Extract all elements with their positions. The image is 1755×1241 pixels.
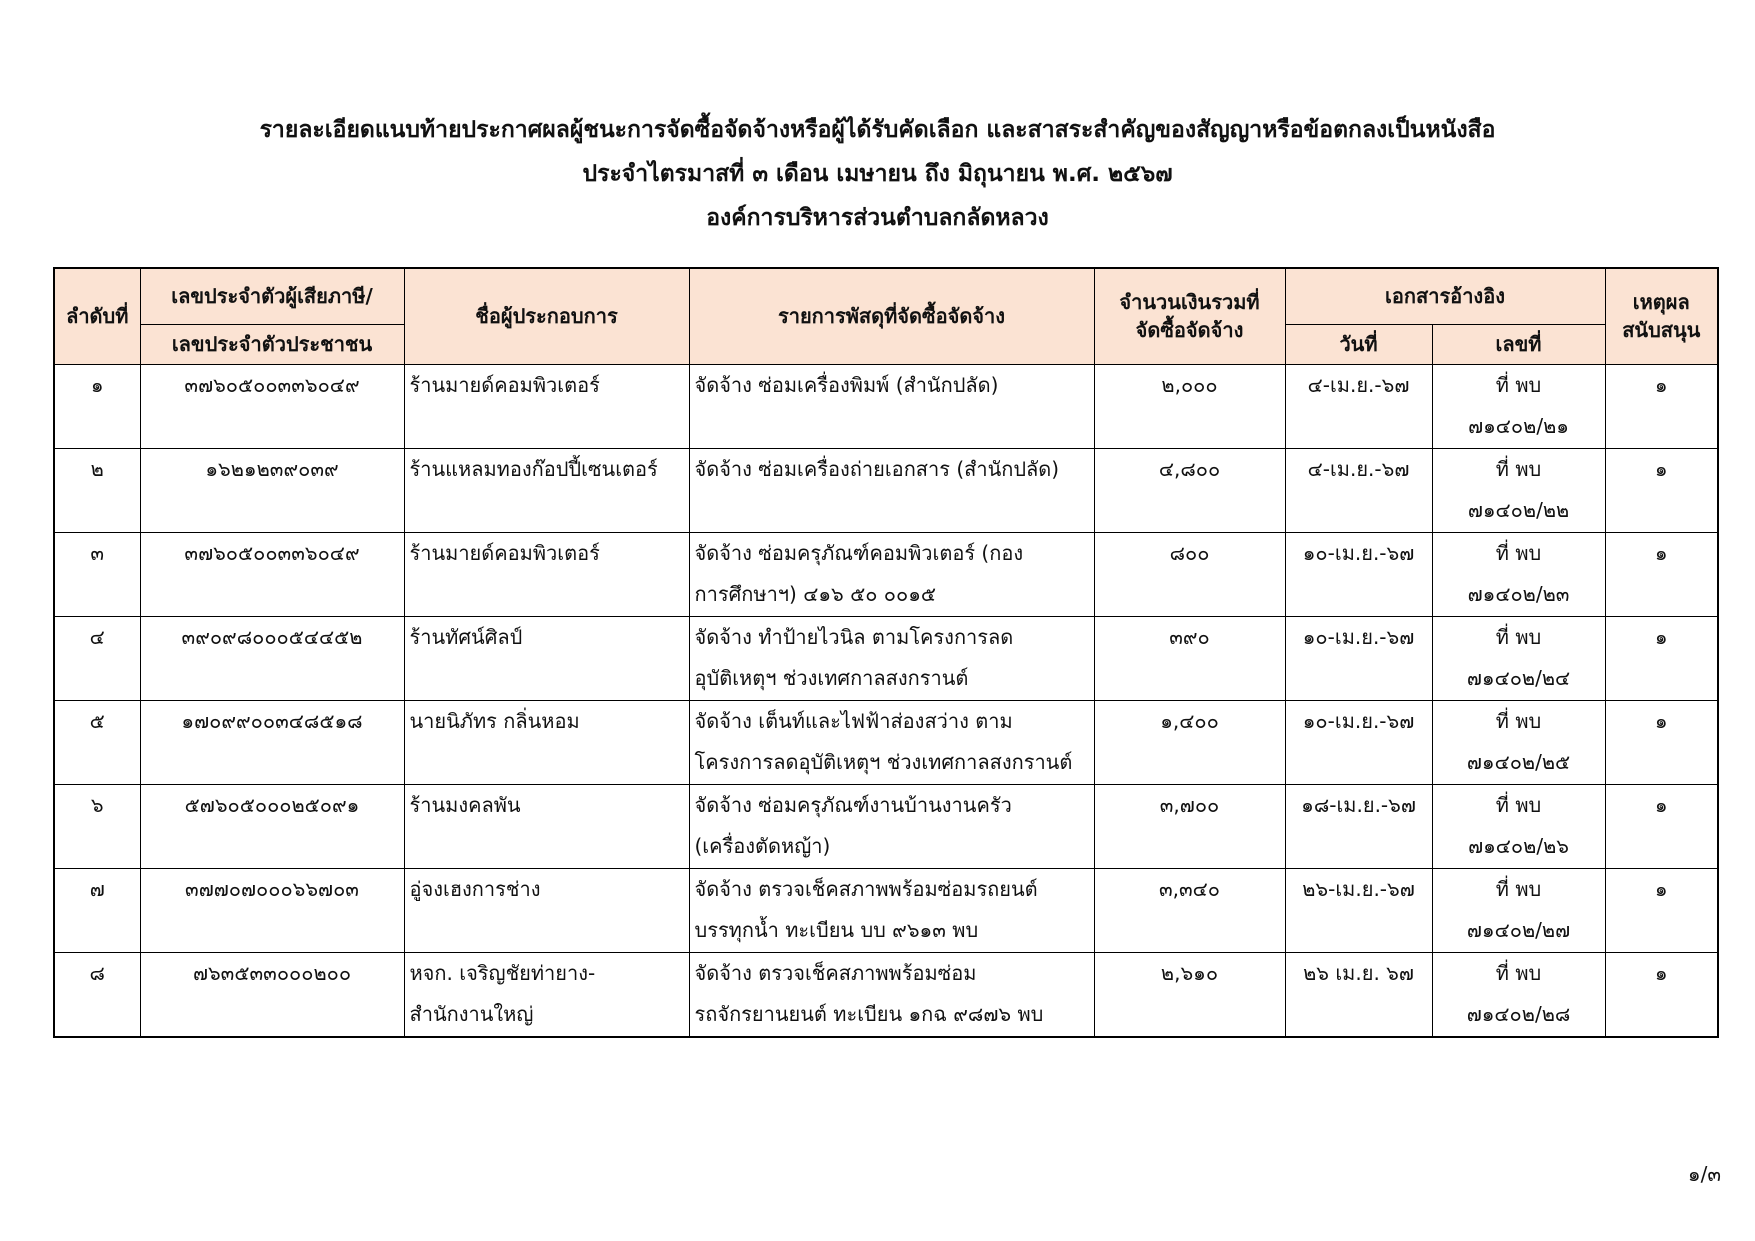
cell-docno [1432,364,1605,448]
header-amount-line1: จำนวนเงินรวมที่ [1119,290,1260,315]
cell-docno-line: ที่ พบ [1495,876,1542,901]
cell-reason-line: ๑ [1654,624,1668,649]
cell-date [1285,868,1432,952]
cell-docno-line: ๗๑๔๐๒/๒๘ [1466,1001,1571,1026]
cell-amount-line: ๒,๖๑๐ [1160,960,1219,985]
cell-amount-line: ๓๙๐ [1169,624,1210,649]
cell-item-line: จัดจ้าง ตรวจเช็คสภาพพร้อมซ่อม [694,960,977,985]
cell-item-line: การศึกษาฯ) ๔๑๖ ๕๐ ๐๐๑๕ [694,581,937,606]
cell-item [689,952,1094,1037]
cell-reason-line: ๑ [1654,456,1668,481]
cell-vendor-line: หจก. เจริญชัยท่ายาง- [409,960,596,985]
cell-amount [1094,952,1285,1037]
table-row [54,952,1718,1037]
cell-vendor-line: สำนักงานใหญ่ [409,1001,534,1026]
cell-no [54,448,140,532]
cell-no [54,700,140,784]
header-taxid-line2: เลขประจำตัวประชาชน [140,324,404,364]
cell-date [1285,448,1432,532]
cell-docno-line: ที่ พบ [1495,540,1542,565]
cell-no [54,364,140,448]
cell-item [689,616,1094,700]
cell-reason-line: ๑ [1654,540,1668,565]
header-reason-line1: เหตุผล [1632,290,1690,315]
cell-docno-line: ที่ พบ [1495,372,1542,397]
table-row [54,448,1718,532]
cell-date [1285,532,1432,616]
cell-taxid [140,952,404,1037]
document-period: ประจำไตรมาสที่ ๓ เดือน เมษายน ถึง มิถุนายน พ.ศ. ๒๕๖๗ [582,161,1173,187]
header-reason-line2: สนับสนุน [1622,318,1701,343]
cell-no [54,952,140,1037]
header-date: วันที่ [1285,324,1432,364]
cell-item-line: จัดจ้าง ซ่อมเครื่องพิมพ์ (สำนักปลัด) [694,372,999,397]
cell-amount-line: ๔,๘๐๐ [1158,456,1221,481]
cell-item-line: บรรทุกน้ำ ทะเบียน บบ ๙๖๑๓ พบ [694,917,979,942]
cell-docno-line: ที่ พบ [1495,792,1542,817]
cell-reason-line: ๑ [1654,792,1668,817]
cell-no-line: ๑ [90,372,104,397]
cell-taxid-line: ๑๖๒๑๒๓๙๐๓๙ [205,456,339,481]
cell-item-line: จัดจ้าง ซ่อมครุภัณฑ์คอมพิวเตอร์ (กอง [694,540,1024,565]
cell-vendor-line: นายนิภัทร กลิ่นหอม [409,708,580,733]
cell-item [689,532,1094,616]
cell-no-line: ๓ [90,540,105,565]
cell-taxid [140,868,404,952]
cell-no [54,616,140,700]
cell-date-line: ๔-เม.ย.-๖๗ [1307,372,1410,397]
header-amount [1094,268,1285,364]
cell-docno [1432,616,1605,700]
header-vendor: ชื่อผู้ประกอบการ [404,268,689,364]
cell-taxid [140,532,404,616]
cell-amount [1094,532,1285,616]
cell-date [1285,784,1432,868]
cell-docno-line: ที่ พบ [1495,456,1542,481]
cell-item-line: จัดจ้าง ซ่อมเครื่องถ่ายเอกสาร (สำนักปลัด) [694,456,1060,481]
cell-docno [1432,868,1605,952]
cell-no [54,532,140,616]
cell-vendor [404,868,689,952]
cell-item-line: โครงการลดอุบัติเหตุฯ ช่วงเทศกาลสงกรานต์ [694,749,1073,774]
header-amount-line2: จัดซื้อจัดจ้าง [1135,318,1244,343]
cell-vendor-line: ร้านทัศน์ศิลป์ [409,624,523,649]
cell-docno-line: ที่ พบ [1495,624,1542,649]
table-row [54,784,1718,868]
cell-docno-line: ที่ พบ [1495,960,1542,985]
cell-vendor-line: ร้านมงคลพัน [409,792,521,817]
cell-no [54,868,140,952]
header-docno: เลขที่ [1432,324,1605,364]
table-body [54,364,1718,1037]
cell-vendor-line: ร้านมายด์คอมพิวเตอร์ [409,372,600,397]
cell-docno [1432,532,1605,616]
cell-item [689,784,1094,868]
cell-reason [1605,448,1718,532]
cell-amount-line: ๒,๐๐๐ [1161,372,1218,397]
cell-item-line: จัดจ้าง ตรวจเช็คสภาพพร้อมซ่อมรถยนต์ [694,876,1038,901]
cell-item-line: (เครื่องตัดหญ้า) [694,833,831,858]
cell-item [689,868,1094,952]
cell-amount-line: ๑,๔๐๐ [1160,708,1219,733]
cell-item-line: อุบัติเหตุฯ ช่วงเทศกาลสงกรานต์ [694,665,969,690]
cell-taxid-line: ๑๗๐๙๙๐๐๓๔๘๕๑๘ [181,708,363,733]
cell-amount [1094,364,1285,448]
cell-taxid [140,784,404,868]
document-organization: องค์การบริหารส่วนตำบลกลัดหลวง [706,205,1049,231]
cell-reason [1605,952,1718,1037]
cell-taxid-line: ๓๗๗๐๗๐๐๐๖๖๗๐๓ [185,876,359,901]
cell-vendor [404,364,689,448]
cell-date-line: ๑๐-เม.ย.-๖๗ [1302,708,1415,733]
cell-date-line: ๑๘-เม.ย.-๖๗ [1301,792,1416,817]
cell-docno-line: ๗๑๔๐๒/๒๗ [1466,917,1571,942]
cell-no-line: ๔ [89,624,105,649]
table-row [54,616,1718,700]
document-title: รายละเอียดแนบท้ายประกาศผลผู้ชนะการจัดซื้อจัดจ้างหรือผู้ได้รับคัดเลือก และสาสระสำคัญของสัญญาหรือข้อตกลงเป็นหนังสือ [259,117,1496,143]
cell-amount [1094,616,1285,700]
procurement-table [53,267,1719,1038]
cell-reason-line: ๑ [1654,876,1668,901]
cell-reason [1605,784,1718,868]
cell-taxid [140,364,404,448]
cell-taxid [140,616,404,700]
cell-docno-line: ๗๑๔๐๒/๒๑ [1468,413,1569,438]
cell-item-line: รถจักรยานยนต์ ทะเบียน ๑กฉ ๙๘๗๖ พบ [694,1001,1044,1026]
header-reference: เอกสารอ้างอิง [1285,268,1605,324]
cell-docno-line: ๗๑๔๐๒/๒๖ [1468,833,1569,858]
cell-docno-line: ที่ พบ [1495,708,1542,733]
cell-date [1285,364,1432,448]
cell-vendor-line: ร้านแหลมทองก๊อปปี้เซนเตอร์ [409,456,658,481]
cell-reason [1605,364,1718,448]
cell-amount [1094,784,1285,868]
cell-item-line: จัดจ้าง เต็นท์และไฟฟ้าส่องสว่าง ตาม [694,708,1013,733]
cell-reason [1605,532,1718,616]
cell-date-line: ๒๖ เม.ย. ๖๗ [1303,960,1414,985]
cell-amount [1094,448,1285,532]
cell-item [689,700,1094,784]
cell-date [1285,952,1432,1037]
header-taxid-line1: เลขประจำตัวผู้เสียภาษี/ [140,268,404,324]
cell-item [689,364,1094,448]
cell-docno-line: ๗๑๔๐๒/๒๓ [1467,581,1570,606]
cell-amount-line: ๘๐๐ [1169,540,1210,565]
cell-no-line: ๘ [89,960,105,985]
cell-taxid [140,448,404,532]
cell-amount-line: ๓,๓๔๐ [1158,876,1221,901]
table-row [54,700,1718,784]
cell-no-line: ๗ [89,876,105,901]
cell-date [1285,700,1432,784]
cell-vendor [404,616,689,700]
cell-docno-line: ๗๑๔๐๒/๒๔ [1466,665,1571,690]
cell-reason-line: ๑ [1654,960,1668,985]
cell-date-line: ๑๐-เม.ย.-๖๗ [1302,540,1415,565]
cell-taxid-line: ๓๗๖๐๕๐๐๓๓๖๐๔๙ [184,372,360,397]
table-row [54,868,1718,952]
cell-date-line: ๑๐-เม.ย.-๖๗ [1302,624,1415,649]
cell-reason [1605,700,1718,784]
cell-no [54,784,140,868]
cell-date-line: ๒๖-เม.ย.-๖๗ [1302,876,1415,901]
header-no: ลำดับที่ [54,268,140,364]
cell-vendor [404,700,689,784]
cell-taxid-line: ๓๗๖๐๕๐๐๓๓๖๐๔๙ [184,540,360,565]
cell-vendor-line: ร้านมายด์คอมพิวเตอร์ [409,540,600,565]
cell-docno [1432,448,1605,532]
page-number: ๑/๓ [1687,1162,1721,1186]
cell-amount-line: ๓,๗๐๐ [1159,792,1220,817]
cell-date-line: ๔-เม.ย.-๖๗ [1307,456,1410,481]
cell-item-line: จัดจ้าง ทำป้ายไวนิล ตามโครงการลด [694,624,1014,649]
cell-taxid-line: ๓๙๐๙๘๐๐๐๕๔๔๕๒ [181,624,363,649]
cell-reason [1605,868,1718,952]
cell-vendor [404,448,689,532]
cell-item [689,448,1094,532]
cell-taxid [140,700,404,784]
cell-docno [1432,952,1605,1037]
cell-vendor-line: อู่จงเฮงการช่าง [409,876,541,901]
cell-vendor [404,952,689,1037]
cell-amount [1094,868,1285,952]
table-row [54,364,1718,448]
cell-reason [1605,616,1718,700]
table-header [54,268,1718,364]
cell-vendor [404,784,689,868]
header-item: รายการพัสดุที่จัดซื้อจัดจ้าง [689,268,1094,364]
cell-no-line: ๖ [90,792,104,817]
cell-amount [1094,700,1285,784]
cell-vendor [404,532,689,616]
cell-taxid-line: ๕๗๖๐๕๐๐๐๒๕๐๙๑ [184,792,360,817]
table-row [54,532,1718,616]
cell-docno [1432,700,1605,784]
cell-reason-line: ๑ [1654,708,1668,733]
cell-reason-line: ๑ [1654,372,1668,397]
cell-taxid-line: ๗๖๓๕๓๓๐๐๐๒๐๐ [192,960,352,985]
cell-docno [1432,784,1605,868]
cell-date [1285,616,1432,700]
header-reason [1605,268,1718,364]
cell-docno-line: ๗๑๔๐๒/๒๒ [1467,497,1570,522]
cell-docno-line: ๗๑๔๐๒/๒๕ [1466,749,1571,774]
cell-no-line: ๒ [90,456,104,481]
cell-no-line: ๕ [89,708,105,733]
cell-item-line: จัดจ้าง ซ่อมครุภัณฑ์งานบ้านงานครัว [694,792,1012,817]
